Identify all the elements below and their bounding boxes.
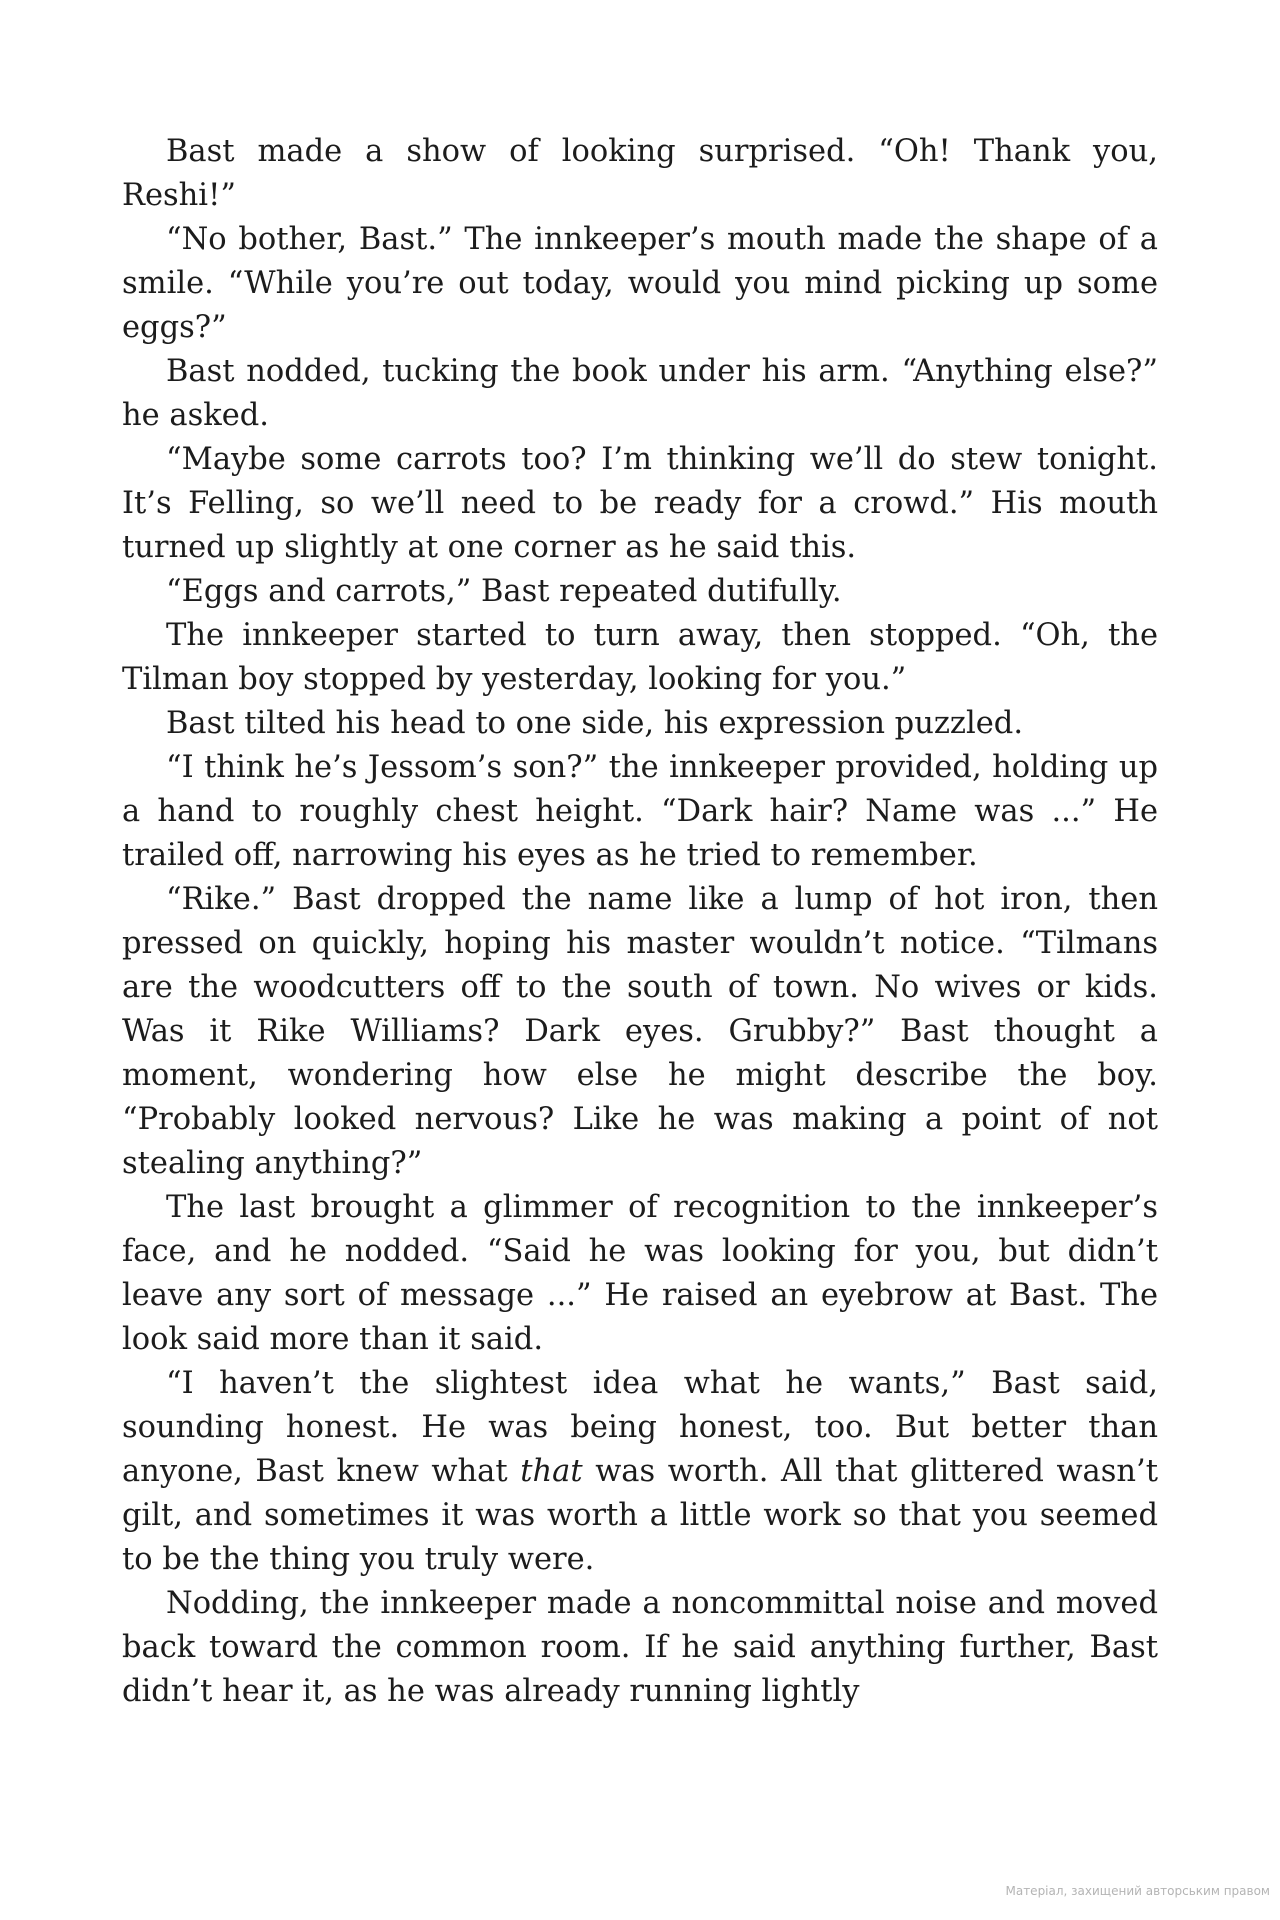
paragraph-1: Bast made a show of looking surprised. “Oh! Thank you, Reshi!”: [122, 134, 1158, 213]
paragraph-11-end: was worth. All that glittered wasn’t gilt, and sometimes it was worth a little work so that you seemed to be the thing you truly were.: [122, 1454, 1158, 1577]
paragraph-2: “No bother, Bast.” The innkeeper’s mouth made the shape of a smile. “While you’re out today, would you mind picking up some eggs?”: [122, 222, 1158, 345]
copyright-watermark: Матеріал, захищений авторським правом: [1005, 1884, 1270, 1898]
paragraph-11-start: “I haven’t the slightest idea what he wants,” Bast said, sounding honest. He was being honest, too. But better than anyone, Bast knew what: [122, 1366, 1158, 1489]
paragraph-12: Nodding, the innkeeper made a noncommittal noise and moved back toward the common room. If he said anything further, Bast didn’t hear it, as he was already running lightly: [122, 1586, 1158, 1709]
paragraph-9: “Rike.” Bast dropped the name like a lump of hot iron, then pressed on quickly, hoping his master wouldn’t notice. “Tilmans are the woodcutters off to the south of town. No wives or kids. Was it Rike Williams? Dark eyes. Grubby?” Bast thought a moment, wondering how else he might describe the boy. “Probably looked nervous? Like he was making a point of not stealing anything?”: [122, 882, 1158, 1181]
paragraph-11: [122, 1362, 1158, 1582]
book-page-text: [122, 130, 1158, 1714]
paragraph-7: Bast tilted his head to one side, his expression puzzled.: [166, 706, 1024, 741]
paragraph-4: “Maybe some carrots too? I’m thinking we’ll do stew tonight. It’s Felling, so we’ll need to be ready for a crowd.” His mouth turned up slightly at one corner as he said this.: [122, 442, 1158, 565]
paragraph-8: “I think he’s Jessom’s son?” the innkeeper provided, holding up a hand to roughly chest height. “Dark hair? Name was ...” He trailed off, narrowing his eyes as he tried to remember.: [122, 750, 1158, 873]
paragraph-11-emphasis: that: [520, 1454, 583, 1489]
paragraph-5: “Eggs and carrots,” Bast repeated dutifully.: [166, 574, 842, 609]
paragraph-6: The innkeeper started to turn away, then stopped. “Oh, the Tilman boy stopped by yesterday, looking for you.”: [122, 618, 1158, 697]
paragraph-10: The last brought a glimmer of recognition to the innkeeper’s face, and he nodded. “Said he was looking for you, but didn’t leave any sort of message ...” He raised an eyebrow at Bast. The look said more than it said.: [122, 1190, 1158, 1357]
paragraph-3: Bast nodded, tucking the book under his arm. “Anything else?” he asked.: [122, 354, 1158, 433]
